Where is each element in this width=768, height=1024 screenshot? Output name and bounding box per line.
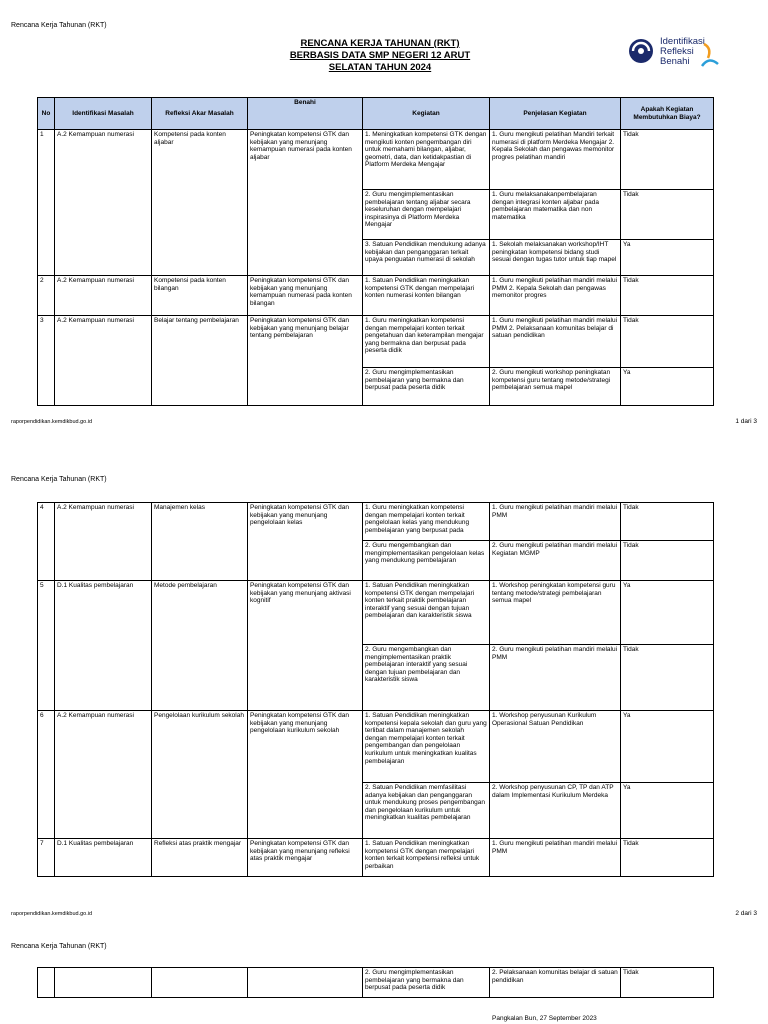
row-penjelasan: 2. Pelaksanaan komunitas belajar di satuan pendidikan [490, 968, 621, 998]
logo-mark-icon [626, 36, 656, 66]
table-row [38, 711, 714, 783]
rapor-pendidikan-logo [626, 36, 722, 70]
row-biaya: Ya [621, 711, 714, 783]
column-header-no: No [38, 98, 55, 130]
logo-word-1: Identifikasi [660, 36, 705, 47]
row-no-continued [38, 968, 55, 998]
page-header-label: Rencana Kerja Tahunan (RKT) [11, 476, 107, 483]
row-kegiatan: 3. Satuan Pendidikan mendukung adanya kebijakan dan penganggaran terkait upaya penguatan numerasi di sekolah [363, 240, 490, 276]
table-row [38, 130, 714, 190]
rkt-table-page-1 [37, 97, 714, 406]
page-number: 2 dari 3 [735, 910, 757, 917]
row-biaya: Tidak [621, 190, 714, 240]
row-masalah: A.2 Kemampuan numerasi [55, 276, 152, 316]
row-penjelasan: 1. Workshop penyusunan Kurikulum Operasional Satuan Pendidikan [490, 711, 621, 783]
row-kegiatan: 1. Meningkatkan kompetensi GTK dengan mengikuti konten pengembangan diri untuk memahami bilangan, aljabar, geometri, data, dan ketidakpastian di Platform Merdeka Mengajar [363, 130, 490, 190]
title-line-1: RENCANA KERJA TAHUNAN (RKT) [300, 38, 460, 49]
table-row [38, 276, 714, 316]
logo-word-2: Refleksi [660, 46, 694, 57]
row-masalah: D.1 Kualitas pembelajaran [55, 839, 152, 877]
row-refleksi: Refleksi atas praktik mengajar [152, 839, 248, 877]
row-no: 1 [38, 130, 55, 276]
logo-word-3: Benahi [660, 56, 690, 67]
table-row [38, 503, 714, 541]
row-refleksi: Kompetensi pada konten aljabar [152, 130, 248, 276]
row-kegiatan: 1. Satuan Pendidikan meningkatkan kompetensi kepala sekolah dan guru yang terlibat dalam manajemen sekolah dengan mempelajari konten terkait pengembangan dan pengelolaan kurikulum untuk meningkatkan kualitas pembelajaran [363, 711, 490, 783]
row-penjelasan: 2. Guru mengikuti workshop peningkatan kompetensi guru tentang metode/strategi pembelajaran semua mapel [490, 368, 621, 406]
page-header-label: Rencana Kerja Tahunan (RKT) [11, 943, 107, 950]
row-benahi: Peningkatan kompetensi GTK dan kebijakan yang menunjang pengelolaan kurikulum sekolah [248, 711, 363, 839]
table-row [38, 581, 714, 645]
row-masalah: A.2 Kemampuan numerasi [55, 316, 152, 406]
row-kegiatan: 1. Satuan Pendidikan meningkatkan kompetensi GTK dengan mempelajari konten terkait kompetensi refleksi untuk perbaikan [363, 839, 490, 877]
row-no: 7 [38, 839, 55, 877]
column-header-penjelasan: Penjelasan Kegiatan [490, 98, 621, 130]
row-penjelasan: 2. Workshop penyusunan CP, TP dan ATP dalam Implementasi Kurikulum Merdeka [490, 783, 621, 839]
row-masalah-continued [55, 968, 152, 998]
row-refleksi: Metode pembelajaran [152, 581, 248, 711]
row-penjelasan: 2. Guru mengikuti pelatihan mandiri melalui PMM [490, 645, 621, 711]
column-header-masalah: Identifikasi Masalah [55, 98, 152, 130]
footer-url: raporpendidikan.kemdikbud.go.id [11, 911, 93, 917]
row-biaya: Tidak [621, 645, 714, 711]
row-biaya: Tidak [621, 276, 714, 316]
column-header-refleksi: Refleksi Akar Masalah [152, 98, 248, 130]
row-penjelasan: 1. Guru melaksanakanpembelajaran dengan integrasi konten aljabar pada pembelajaran matematika dan non matematika [490, 190, 621, 240]
row-refleksi: Belajar tentang pembelajaran [152, 316, 248, 406]
row-biaya: Tidak [621, 130, 714, 190]
row-kegiatan: 2. Guru mengembangkan dan mengimplementasikan praktik pembelajaran interaktif yang sesuai dengan tujuan pembelajaran dan karakteristik siswa [363, 645, 490, 711]
row-biaya: Tidak [621, 968, 714, 998]
page-header-label: Rencana Kerja Tahunan (RKT) [11, 22, 107, 29]
page-number: 1 dari 3 [735, 418, 757, 425]
row-benahi: Peningkatan kompetensi GTK dan kebijakan yang menunjang belajar tentang pembelajaran [248, 316, 363, 406]
row-biaya: Ya [621, 581, 714, 645]
column-header-kegiatan: Kegiatan [363, 98, 490, 130]
row-kegiatan: 2. Satuan Pendidikan memfasilitasi adanya kebijakan dan penganggaran untuk mendukung proses pengembangan dan pengelolaan kurikulum untuk meningkatkan kualitas pembelajaran [363, 783, 490, 839]
row-penjelasan: 1. Sekolah melaksanakan workshop/IHT peningkatan kompetensi bidang studi sesuai dengan tugas tutor untuk tiap mapel [490, 240, 621, 276]
row-penjelasan: 2. Guru mengikuti pelatihan mandiri melalui Kegiatan MGMP [490, 541, 621, 581]
row-penjelasan: 1. Guru mengikuti pelatihan Mandiri terkait numerasi di platform Merdeka Mengajar 2. Kepala Sekolah dan pengawas memonitor progres pelatihan mandiri [490, 130, 621, 190]
row-benahi: Peningkatan kompetensi GTK dan kebijakan yang menunjang kemampuan numerasi pada konten aljabar [248, 130, 363, 276]
row-benahi: Peningkatan kompetensi GTK dan kebijakan yang menunjang kemampuan numerasi pada konten bilangan [248, 276, 363, 316]
table-header-row [38, 98, 714, 130]
row-benahi: Peningkatan kompetensi GTK dan kebijakan yang menunjang pengelolaan kelas [248, 503, 363, 581]
row-refleksi: Manajemen kelas [152, 503, 248, 581]
logo-swoosh-icon [700, 38, 720, 68]
row-biaya: Ya [621, 240, 714, 276]
row-biaya: Tidak [621, 316, 714, 368]
row-biaya: Tidak [621, 839, 714, 877]
footer-url: raporpendidikan.kemdikbud.go.id [11, 419, 93, 425]
row-penjelasan: 1. Workshop peningkatan kompetensi guru tentang metode/strategi pembelajaran semua mapel [490, 581, 621, 645]
row-no: 5 [38, 581, 55, 711]
document-title [250, 38, 510, 74]
row-kegiatan: 2. Guru mengimplementasikan pembelajaran tentang aljabar secara keseluruhan dengan mempelajari inspirasinya di Platform Merdeka Mengajar [363, 190, 490, 240]
row-penjelasan: 1. Guru mengikuti pelatihan mandiri melalui PMM [490, 503, 621, 541]
row-kegiatan: 2. Guru mengembangkan dan mengimplementasikan pengelolaan kelas yang mendukung pembelajaran [363, 541, 490, 581]
row-biaya: Ya [621, 368, 714, 406]
rkt-table-page-2 [37, 502, 714, 877]
rkt-table-page-3 [37, 967, 714, 998]
row-biaya: Tidak [621, 503, 714, 541]
row-refleksi-continued [152, 968, 248, 998]
row-no: 2 [38, 276, 55, 316]
table-row [38, 316, 714, 368]
row-penjelasan: 1. Guru mengikuti pelatihan mandiri melalui PMM [490, 839, 621, 877]
row-benahi: Peningkatan kompetensi GTK dan kebijakan yang menunjang refleksi atas praktik mengajar [248, 839, 363, 877]
row-no: 6 [38, 711, 55, 839]
row-masalah: A.2 Kemampuan numerasi [55, 711, 152, 839]
title-line-2: BERBASIS DATA SMP NEGERI 12 ARUT [289, 50, 471, 61]
row-refleksi: Kompetensi pada konten bilangan [152, 276, 248, 316]
signature-place-date: Pangkalan Bun, 27 September 2023 [492, 1015, 597, 1022]
column-header-biaya: Apakah Kegiatan Membutuhkan Biaya? [621, 98, 714, 130]
table-row [38, 839, 714, 877]
row-masalah: D.1 Kualitas pembelajaran [55, 581, 152, 711]
row-refleksi: Pengelolaan kurikulum sekolah [152, 711, 248, 839]
row-biaya: Ya [621, 783, 714, 839]
row-kegiatan: 2. Guru mengimplementasikan pembelajaran yang bermakna dan berpusat pada peserta didik [363, 368, 490, 406]
row-penjelasan: 1. Guru mengikuti pelatihan mandiri melalui PMM 2. Kepala Sekolah dan pengawas memonitor progres [490, 276, 621, 316]
row-kegiatan: 1. Satuan Pendidikan meningkatkan kompetensi GTK dengan mempelajari konten terkait praktik pembelajaran interaktif yang sesuai dengan tujuan pembelajaran dan karakteristik siswa [363, 581, 490, 645]
row-no: 4 [38, 503, 55, 581]
row-benahi-continued [248, 968, 363, 998]
column-header-benahi: Benahi [248, 98, 363, 130]
title-line-3: SELATAN TAHUN 2024 [328, 62, 432, 73]
row-penjelasan: 1. Guru mengikuti pelatihan mandiri melalui PMM 2. Pelaksanaan komunitas belajar di satuan pendidikan [490, 316, 621, 368]
row-masalah: A.2 Kemampuan numerasi [55, 130, 152, 276]
row-no: 3 [38, 316, 55, 406]
row-kegiatan: 1. Guru meningkatkan kompetensi dengan mempelajari konten terkait pengetahuan dan keterampilan mengajar yang bermakna dan berpusat pada peserta didik [363, 316, 490, 368]
row-benahi: Peningkatan kompetensi GTK dan kebijakan yang menunjang aktivasi kognitif [248, 581, 363, 711]
row-kegiatan: 1. Satuan Pendidikan meningkatkan kompetensi GTK dengan mempelajari konten numerasi konten bilangan [363, 276, 490, 316]
row-biaya: Tidak [621, 541, 714, 581]
row-kegiatan: 1. Guru meningkatkan kompetensi dengan mempelajari konten terkait pengelolaan kelas yang mendukung pembelajaran yang berpusat pada [363, 503, 490, 541]
row-kegiatan: 2. Guru mengimplementasikan pembelajaran yang bermakna dan berpusat pada peserta didik [363, 968, 490, 998]
row-masalah: A.2 Kemampuan numerasi [55, 503, 152, 581]
logo-wordmark [660, 37, 705, 67]
table-row [38, 968, 714, 998]
